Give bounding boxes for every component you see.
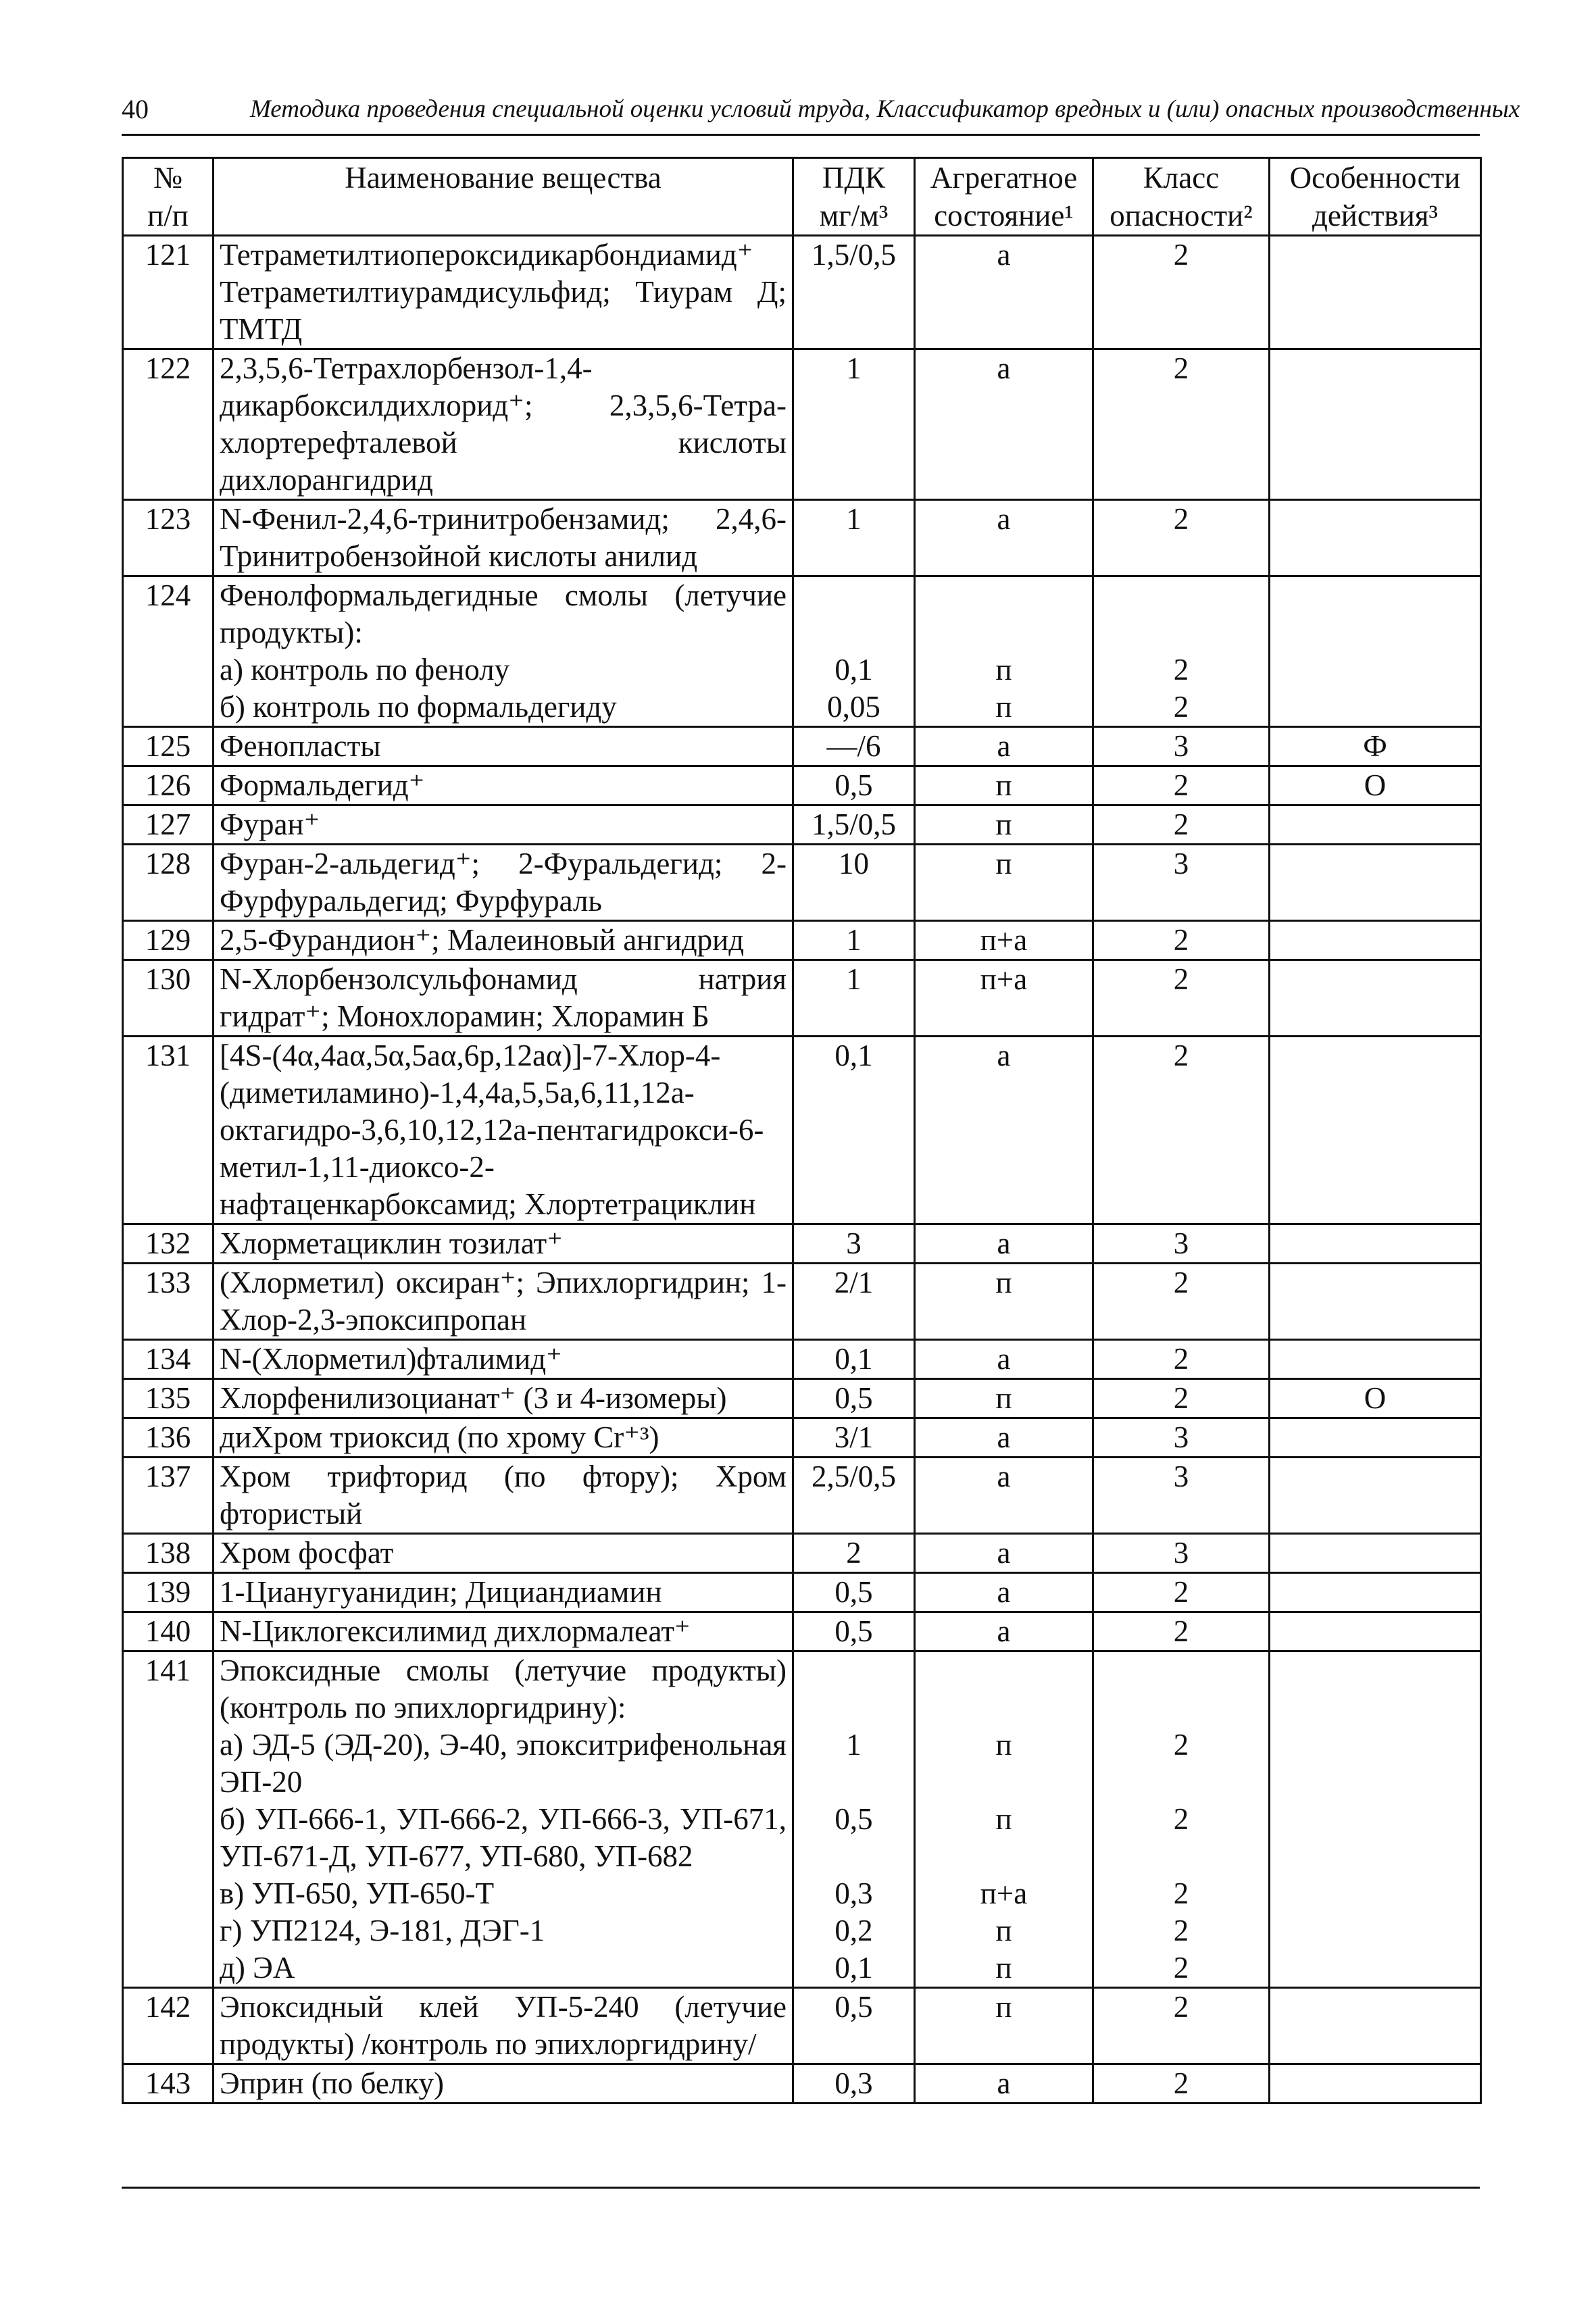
col-name-header: Наименование вещества [214,158,793,236]
action-feature [1270,1037,1481,1224]
substances-table [122,157,1482,2104]
name-line: (Хлорметил) оксиран⁺; Эпихлоргидрин; 1-Хлор-2,3-эпоксипропан [220,1266,787,1337]
table-row [123,845,1481,921]
substance-name [214,1418,793,1458]
substance-name [214,1651,793,1988]
aggregate-state: п+а [915,960,1093,1037]
row-number: 122 [123,349,214,500]
table-header-row [123,158,1481,236]
hazard-class: 2 [1093,1988,1270,2064]
aggregate-state: а [915,727,1093,766]
substance-name [214,921,793,960]
pdk-value: 1 [793,349,915,500]
row-number: 133 [123,1264,214,1340]
action-feature [1270,2064,1481,2104]
row-number: 125 [123,727,214,766]
row-number: 126 [123,766,214,805]
pdk-value: 0,5 [793,1573,915,1612]
hazard-class: 2 [1093,1573,1270,1612]
name-line: а) ЭД-5 (ЭД-20), Э-40, эпокситрифенольная ЭП-20 [220,1728,787,1799]
substance-name [214,1534,793,1573]
pdk-value: 0,1 [793,1340,915,1379]
name-line: Эприн (по белку) [220,2066,444,2100]
name-line: Хлорфенилизоцианат⁺ (3 и 4-изомеры) [220,1381,727,1415]
hazard-class: 3 [1093,1534,1270,1573]
pdk-value: 0,1 0,05 [793,576,915,727]
aggregate-state: а [915,1037,1093,1224]
row-number: 128 [123,845,214,921]
name-line: N-Циклогексилимид дихлормалеат⁺ [220,1614,691,1648]
row-number: 142 [123,1988,214,2064]
aggregate-state: п [915,766,1093,805]
action-feature [1270,1458,1481,1534]
table-row [123,766,1481,805]
hazard-class: 2 2 2 2 2 [1093,1651,1270,1988]
hazard-class: 2 [1093,349,1270,500]
hazard-class: 2 [1093,960,1270,1037]
action-feature [1270,1988,1481,2064]
substance-name [214,1458,793,1534]
hazard-class: 2 [1093,1037,1270,1224]
name-line: б) УП-666-1, УП-666-2, УП-666-3, УП-671, УП-671-Д, УП-677, УП-680, УП-682 [220,1802,787,1873]
row-number: 132 [123,1224,214,1264]
row-number: 137 [123,1458,214,1534]
aggregate-state: а [915,1458,1093,1534]
substance-name [214,1264,793,1340]
action-feature [1270,1224,1481,1264]
pdk-value: 1 [793,500,915,576]
action-feature [1270,500,1481,576]
pdk-value: —/6 [793,727,915,766]
row-number: 121 [123,236,214,349]
hazard-class: 2 [1093,500,1270,576]
hazard-class: 2 [1093,2064,1270,2104]
name-line: Тетраметилтиопероксидикарбондиамид⁺ Тетраметилтиурамдисульфид; Тиурам Д; ТМТД [220,238,787,346]
action-feature [1270,921,1481,960]
pdk-value: 3/1 [793,1418,915,1458]
name-line: Фуран-2-альдегид⁺; 2-Фуральдегид; 2-Фурфуральдегид; Фурфураль [220,847,787,918]
pdk-value: 1 [793,960,915,1037]
substance-name [214,1573,793,1612]
pdk-value: 2,5/0,5 [793,1458,915,1534]
hazard-class: 2 [1093,1340,1270,1379]
name-line: Фенопласты [220,729,381,763]
table-row [123,1340,1481,1379]
substance-name [214,236,793,349]
row-number: 131 [123,1037,214,1224]
name-line: 2,3,5,6-Тетрахлорбензол-1,4-дикарбоксилдихлорид⁺; 2,3,5,6-Тетра-хлортерефталевой кислоты дихлорангидрид [220,351,787,497]
pdk-value: 1 0,5 0,3 0,2 0,1 [793,1651,915,1988]
action-feature [1270,1534,1481,1573]
name-line: г) УП2124, Э-181, ДЭГ-1 [220,1914,545,1947]
name-line: N-(Хлорметил)фталимид⁺ [220,1342,562,1376]
action-feature [1270,1340,1481,1379]
name-line: Хром фосфат [220,1536,394,1570]
aggregate-state: п+а [915,921,1093,960]
row-number: 130 [123,960,214,1037]
substance-name [214,1224,793,1264]
col-pdk-header: ПДК мг/м³ [793,158,915,236]
table-row [123,727,1481,766]
aggregate-state: п [915,845,1093,921]
row-number: 143 [123,2064,214,2104]
action-feature [1270,1651,1481,1988]
row-number: 129 [123,921,214,960]
name-line: диХром триоксид (по хрому Cr⁺³) [220,1420,659,1454]
pdk-value: 1 [793,921,915,960]
table-row [123,805,1481,845]
row-number: 135 [123,1379,214,1418]
aggregate-state: а [915,2064,1093,2104]
table-row [123,921,1481,960]
name-line: 2,5-Фурандион⁺; Малеиновый ангидрид [220,923,745,957]
substance-name [214,727,793,766]
hazard-class: 3 [1093,845,1270,921]
table-row [123,576,1481,727]
pdk-value: 0,1 [793,1037,915,1224]
action-feature [1270,349,1481,500]
pdk-value: 1,5/0,5 [793,236,915,349]
name-line: N-Фенил-2,4,6-тринитробензамид; 2,4,6-Тринитробензойной кислоты анилид [220,502,787,573]
table-row [123,1379,1481,1418]
action-feature [1270,1418,1481,1458]
action-feature: Ф [1270,727,1481,766]
name-line: д) ЭА [220,1951,295,1985]
name-line: а) контроль по фенолу [220,653,510,687]
name-line: [4S-(4α,4aα,5α,5aα,6р,12aα)]-7-Хлор-4-(диметиламино)-1,4,4a,5,5a,6,11,12a-октагидро-3,6,10,12,12a-пентагидрокси-6-метил-1,11-диоксо-2-нафтаценкарбоксамид; Хлортетрациклин [220,1039,764,1221]
table-body [123,236,1481,2104]
col-number-header: № п/п [123,158,214,236]
table-row [123,1988,1481,2064]
name-line: Фуран⁺ [220,807,320,841]
action-feature [1270,1573,1481,1612]
table-row [123,1534,1481,1573]
aggregate-state: п п [915,576,1093,727]
pdk-value: 1,5/0,5 [793,805,915,845]
substance-name [214,1037,793,1224]
name-line: 1-Цианугуанидин; Дициандиамин [220,1575,662,1609]
table-row [123,1458,1481,1534]
substance-name [214,1988,793,2064]
footer-rule [122,2187,1480,2189]
hazard-class: 2 2 [1093,576,1270,727]
table-row [123,1418,1481,1458]
hazard-class: 2 [1093,1264,1270,1340]
row-number: 134 [123,1340,214,1379]
col-state-header: Агрегатное состояние¹ [915,158,1093,236]
aggregate-state: а [915,1534,1093,1573]
pdk-value: 2/1 [793,1264,915,1340]
aggregate-state: а [915,500,1093,576]
hazard-class: 3 [1093,727,1270,766]
table-row [123,236,1481,349]
aggregate-state: п [915,1379,1093,1418]
action-feature [1270,960,1481,1037]
aggregate-state: а [915,1418,1093,1458]
substance-name [214,1612,793,1651]
aggregate-state: а [915,236,1093,349]
hazard-class: 2 [1093,766,1270,805]
substance-name [214,805,793,845]
running-title: Методика проведения специальной оценки условий труда, Классификатор вредных и (или) опасных производственных [250,95,1520,123]
name-line: Эпоксидные смолы (летучие продукты) (контроль по эпихлоргидрину): [220,1653,787,1724]
pdk-value: 10 [793,845,915,921]
table-row [123,960,1481,1037]
table-row [123,1264,1481,1340]
row-number: 139 [123,1573,214,1612]
name-line: Эпоксидный клей УП-5-240 (летучие продукты) /контроль по эпихлоргидрину/ [220,1990,787,2061]
row-number: 124 [123,576,214,727]
substance-name [214,960,793,1037]
action-feature: О [1270,766,1481,805]
aggregate-state: а [915,1612,1093,1651]
hazard-class: 2 [1093,236,1270,349]
substance-name [214,1340,793,1379]
hazard-class: 2 [1093,921,1270,960]
row-number: 127 [123,805,214,845]
substance-name [214,845,793,921]
name-line: N-Хлорбензолсульфонамид натрия гидрат⁺; Монохлорамин; Хлорамин Б [220,962,787,1033]
name-line: Формальдегид⁺ [220,768,425,802]
pdk-value: 0,5 [793,1379,915,1418]
aggregate-state: а [915,1340,1093,1379]
aggregate-state: а [915,349,1093,500]
action-feature [1270,236,1481,349]
pdk-value: 0,5 [793,1988,915,2064]
hazard-class: 2 [1093,805,1270,845]
page-number: 40 [122,94,149,124]
hazard-class: 3 [1093,1418,1270,1458]
action-feature [1270,1612,1481,1651]
aggregate-state: п [915,1988,1093,2064]
name-line: Хлорметациклин тозилат⁺ [220,1226,563,1260]
action-feature [1270,805,1481,845]
action-feature: О [1270,1379,1481,1418]
pdk-value: 2 [793,1534,915,1573]
aggregate-state: а [915,1573,1093,1612]
aggregate-state: п [915,1264,1093,1340]
table-row [123,500,1481,576]
substance-name [214,349,793,500]
col-feature-header: Особенности действия³ [1270,158,1481,236]
col-class-header: Класс опасности² [1093,158,1270,236]
substance-name [214,500,793,576]
action-feature [1270,1264,1481,1340]
table-row [123,1224,1481,1264]
row-number: 141 [123,1651,214,1988]
pdk-value: 0,3 [793,2064,915,2104]
table-row [123,2064,1481,2104]
substance-name [214,766,793,805]
aggregate-state: а [915,1224,1093,1264]
row-number: 138 [123,1534,214,1573]
row-number: 136 [123,1418,214,1458]
hazard-class: 2 [1093,1612,1270,1651]
action-feature [1270,576,1481,727]
pdk-value: 0,5 [793,766,915,805]
hazard-class: 2 [1093,1379,1270,1418]
name-line: Хром трифторид (по фтору); Хром фтористый [220,1460,787,1530]
name-line: б) контроль по формальдегиду [220,690,617,724]
hazard-class: 3 [1093,1458,1270,1534]
hazard-class: 3 [1093,1224,1270,1264]
table-row [123,1651,1481,1988]
table-row [123,1037,1481,1224]
action-feature [1270,845,1481,921]
name-line: Фенолформальдегидные смолы (летучие продукты): [220,578,787,649]
row-number: 123 [123,500,214,576]
substance-name [214,1379,793,1418]
table-row [123,1573,1481,1612]
name-line: в) УП-650, УП-650-Т [220,1876,495,1910]
substance-name [214,2064,793,2104]
pdk-value: 0,5 [793,1612,915,1651]
table-row [123,1612,1481,1651]
row-number: 140 [123,1612,214,1651]
aggregate-state: п п п+а п п [915,1651,1093,1988]
substance-name [214,576,793,727]
pdk-value: 3 [793,1224,915,1264]
table-row [123,349,1481,500]
page-header [122,86,1520,136]
aggregate-state: п [915,805,1093,845]
